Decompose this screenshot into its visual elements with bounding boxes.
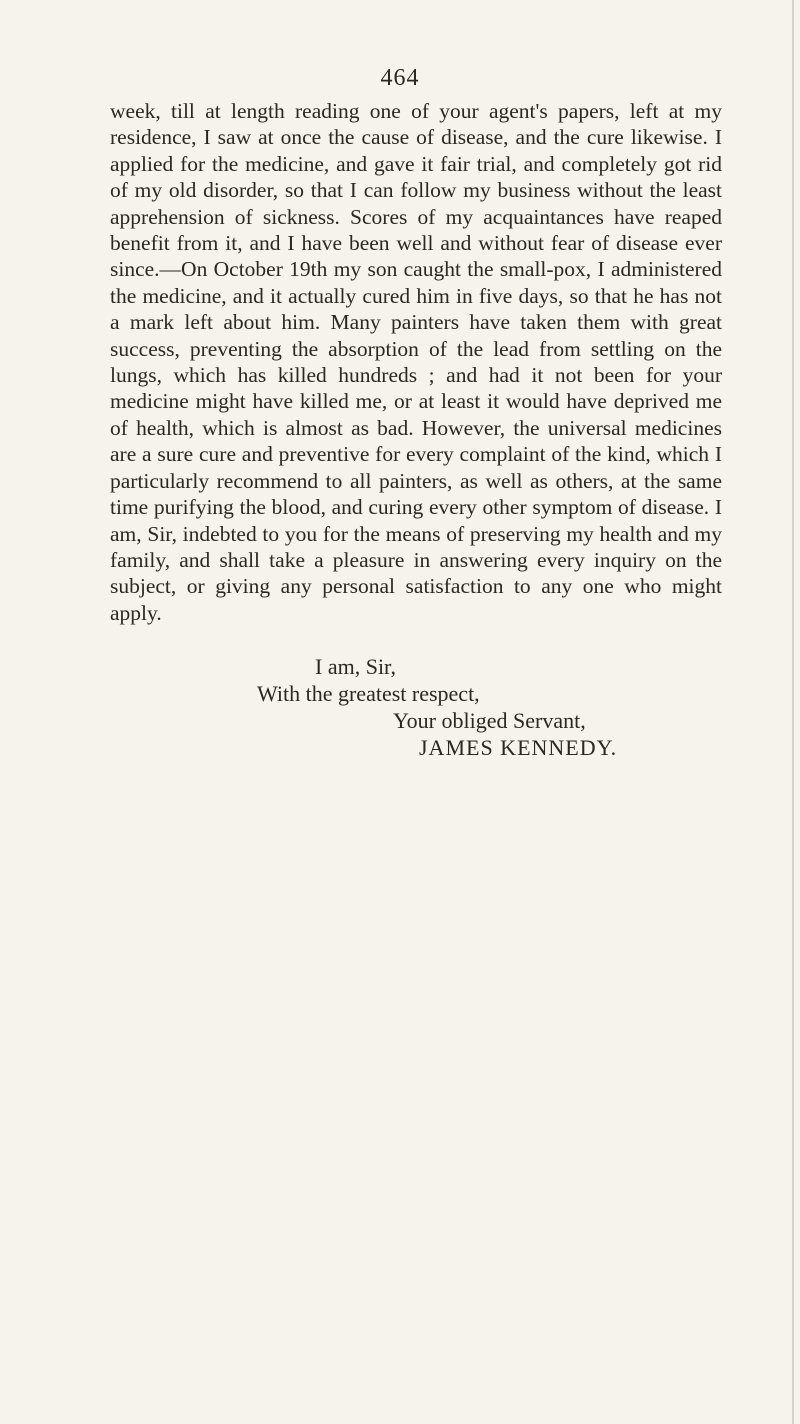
closing-salutation: I am, Sir, [315, 654, 396, 679]
signature: JAMES KENNEDY. [419, 735, 618, 760]
page-edge-divider [792, 0, 794, 1424]
page-number: 464 [380, 65, 420, 91]
letter-body: week, till at length reading one of your agent's papers, left at my residence, I saw at once the cause of disease, and the cure likewise. I applied for the medicine, and gave it fair trial, and completely got rid of my old disorder, so that I can follow my business without the least apprehension of sickness. Scores of my acquaintances have reaped benefit from it, and I have been well and without fear of disease ever since.—On October 19th my son caught the small-pox, I administered the medicine, and it actually cured him in five days, so that he has not a mark left about him. Many painters have taken them with great success, preventing the absorption of the lead from settling on the lungs, which has killed hundreds ; and had it not been for your medicine might have killed me, or at least it would have deprived me of health, which is almost as bad. However, the universal medicines are a sure cure and preventive for every complaint of the kind, which I particularly recommend to all painters, as well as others, at the same time purifying the blood, and curing every other symptom of disease. I am, Sir, indebted to you for the means of preserving my health and my family, and shall take a pleasure in answering every inquiry on the subject, or giving any personal satisfaction to any one who might apply. [110, 99, 722, 625]
closing-respect: With the greatest respect, [257, 681, 480, 706]
closing-servant: Your obliged Servant, [393, 708, 586, 733]
